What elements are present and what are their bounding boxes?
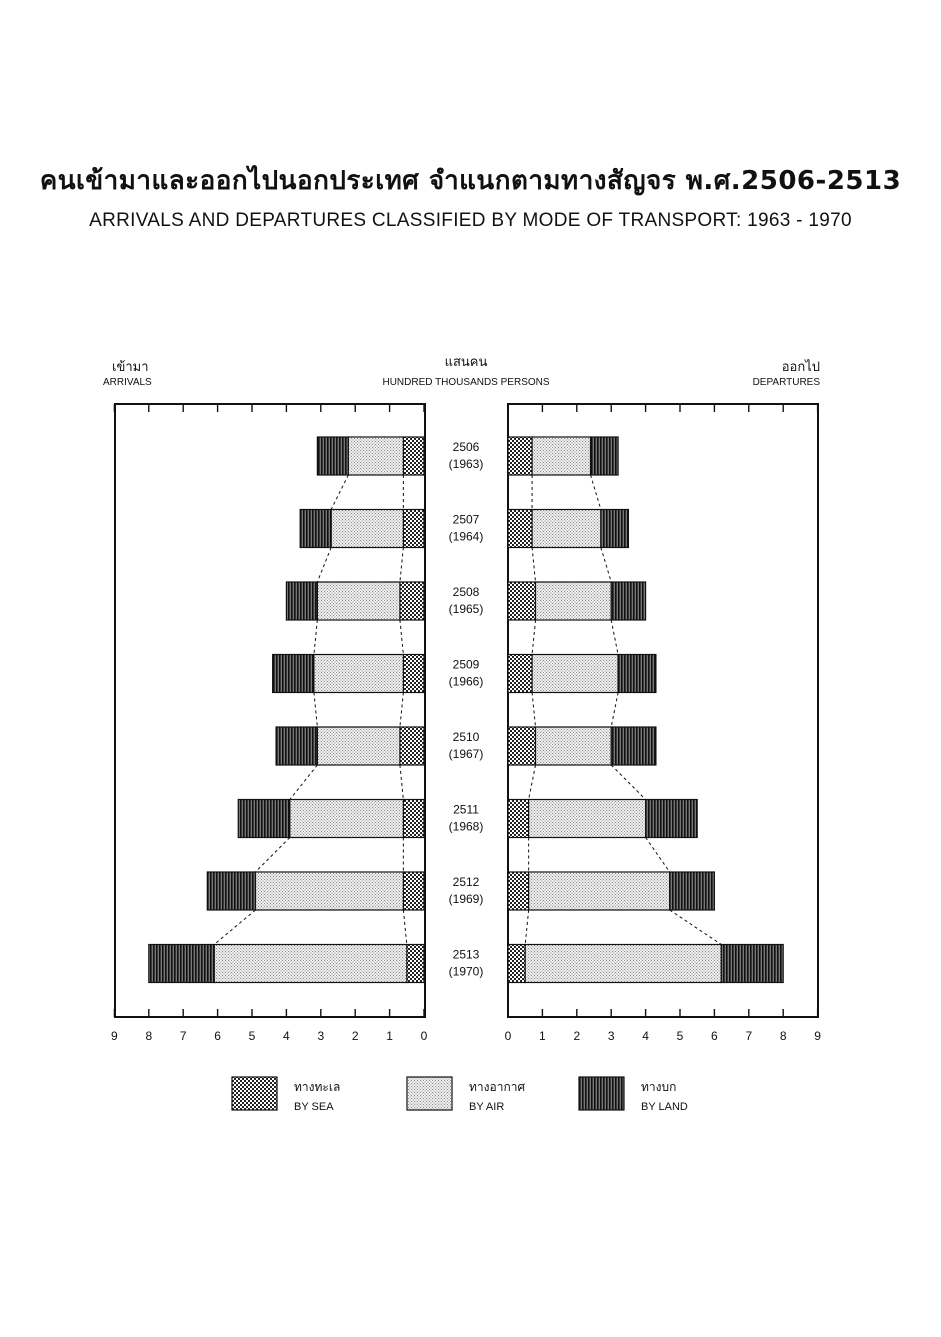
arrivals-bar-land (149, 945, 214, 983)
arrivals-bar-air (214, 945, 407, 983)
departures-bar-land (646, 800, 698, 838)
chart-title-english: ARRIVALS AND DEPARTURES CLASSIFIED BY MODE OF TRANSPORT: 1963 - 1970 (89, 210, 852, 231)
year-label-be: 2509 (452, 657, 480, 672)
departures-guide-line (525, 910, 528, 945)
departures-bar-air (525, 945, 721, 983)
year-label-ce: (1965) (448, 602, 484, 616)
departures-tick-label: 5 (676, 1029, 684, 1043)
departures-tick-label: 0 (504, 1029, 512, 1043)
legend-label-sea: BY SEA (294, 1101, 334, 1113)
arrivals-guide-line (400, 765, 403, 800)
arrivals-guide-line (314, 620, 317, 655)
arrivals-bar-land (286, 582, 317, 620)
departures-guide-line (532, 620, 535, 655)
unit-label-thai: แสนคน (444, 355, 488, 370)
departures-tick-label: 9 (814, 1029, 821, 1043)
tick-marks (114, 404, 817, 1017)
arrivals-bar-air (348, 437, 403, 475)
departures-tick-label: 8 (779, 1029, 787, 1043)
departures-guide-line (532, 693, 535, 728)
departures-guide-line (601, 548, 611, 583)
legend-label-land: BY LAND (641, 1101, 688, 1113)
arrivals-bar-sea (400, 582, 424, 620)
departures-bar-sea (508, 437, 532, 475)
chart-title-thai: คนเข้ามาและออกไปนอกประเทศ จำแนกตามทางสัญจร พ.ศ.2506-2513 (39, 166, 902, 196)
legend-label-air: BY AIR (469, 1101, 505, 1113)
arrivals-tick-label: 5 (248, 1029, 256, 1043)
departures-label-thai: ออกไป (781, 360, 820, 375)
departures-bar-sea (508, 945, 525, 983)
departures-bar-air (529, 800, 646, 838)
departures-bar-sea (508, 655, 532, 693)
arrivals-tick-label: 9 (111, 1029, 118, 1043)
arrivals-bar-sea (403, 655, 424, 693)
departures-bar-air (532, 655, 618, 693)
arrivals-bar-land (207, 872, 255, 910)
arrivals-tick-label: 0 (420, 1029, 428, 1043)
year-labels (449, 440, 484, 979)
arrivals-bar-sea (403, 872, 424, 910)
year-label-ce: (1968) (448, 819, 484, 834)
legend-swatch-sea (232, 1077, 277, 1110)
arrivals-bar-air (314, 655, 403, 693)
legend-swatch-air (407, 1077, 452, 1110)
year-label-ce: (1967) (448, 747, 484, 761)
departures-guide-line (591, 475, 601, 510)
arrivals-bar-sea (403, 437, 424, 475)
year-label-be: 2508 (452, 585, 480, 599)
departures-bar-land (591, 437, 619, 475)
departures-bar-sea (508, 872, 529, 910)
arrivals-bar-land (317, 437, 348, 475)
departures-tick-label: 3 (607, 1029, 615, 1043)
departures-bar-land (611, 582, 645, 620)
departures-guide-line (611, 693, 618, 728)
arrivals-guide-line (403, 910, 406, 945)
arrivals-tick-label: 8 (145, 1029, 153, 1043)
departures-panel-frame (508, 404, 818, 1017)
legend (232, 1077, 688, 1113)
arrivals-guide-line (331, 475, 348, 510)
year-label-ce: (1969) (448, 892, 484, 906)
arrivals-tick-label: 3 (317, 1029, 325, 1043)
departures-bar-sea (508, 800, 529, 838)
arrivals-bar-air (255, 872, 403, 910)
departures-bar-air (529, 872, 670, 910)
arrivals-bar-air (331, 510, 403, 548)
unit-label: HUNDRED THOUSANDS PERSONS (382, 377, 550, 388)
arrivals-guide-line (400, 693, 403, 728)
departures-guide-line (532, 548, 535, 583)
arrivals-bar-land (273, 655, 314, 693)
arrivals-bar-land (300, 510, 331, 548)
departures-label: DEPARTURES (752, 377, 820, 388)
arrivals-guide-line (317, 548, 331, 583)
departures-bar-land (670, 872, 715, 910)
departures-tick-label: 7 (745, 1029, 753, 1043)
departures-guide-line (529, 765, 536, 800)
year-label-be: 2510 (452, 730, 480, 744)
arrivals-guide-line (290, 765, 318, 800)
arrivals-guide-line (314, 693, 317, 728)
arrivals-tick-label: 6 (214, 1029, 221, 1043)
year-label-ce: (1963) (448, 457, 484, 471)
year-label-be: 2511 (453, 802, 479, 817)
year-label-be: 2507 (452, 512, 480, 527)
arrivals-bar-sea (407, 945, 424, 983)
year-label-be: 2506 (452, 440, 480, 454)
legend-label-thai-sea: ทางทะเล (294, 1080, 341, 1094)
departures-tick-label: 6 (711, 1029, 718, 1043)
legend-label-thai-land: ทางบก (641, 1080, 677, 1094)
departures-guide-line (611, 620, 618, 655)
arrivals-tick-label: 4 (283, 1029, 290, 1043)
arrivals-guide-line (400, 548, 403, 583)
arrivals-guide-line (400, 620, 403, 655)
arrivals-bar-sea (403, 510, 424, 548)
departures-tick-label: 2 (573, 1029, 581, 1043)
arrivals-bar-sea (403, 800, 424, 838)
arrivals-bar-sea (400, 727, 424, 765)
legend-swatch-land (579, 1077, 624, 1110)
departures-bar-sea (508, 727, 536, 765)
departures-bar-land (601, 510, 629, 548)
arrivals-panel-frame (115, 404, 425, 1017)
departures-tick-label: 4 (642, 1029, 649, 1043)
legend-label-thai-air: ทางอากาศ (469, 1080, 526, 1094)
departures-bar-sea (508, 510, 532, 548)
arrivals-bar-air (290, 800, 404, 838)
axis-tick-labels (111, 1029, 821, 1043)
departures-bar-land (618, 655, 656, 693)
arrivals-guide-line (214, 910, 255, 945)
arrivals-tick-label: 1 (386, 1029, 393, 1043)
departures-bar-air (532, 510, 601, 548)
departures-tick-label: 1 (539, 1029, 546, 1043)
arrivals-label: ARRIVALS (103, 377, 152, 388)
departures-bar-air (532, 437, 590, 475)
year-label-ce: (1970) (448, 964, 484, 979)
arrivals-tick-label: 7 (179, 1029, 187, 1043)
departures-bar-sea (508, 582, 536, 620)
arrivals-bar-air (317, 582, 400, 620)
year-label-be: 2513 (452, 947, 480, 962)
departures-guide-line (611, 765, 645, 800)
arrivals-label-thai: เข้ามา (112, 360, 149, 375)
arrivals-bar-land (276, 727, 317, 765)
departures-bar-air (536, 582, 612, 620)
departures-bar-land (611, 727, 656, 765)
arrivals-bar-land (238, 800, 290, 838)
year-label-ce: (1966) (448, 674, 484, 689)
year-label-ce: (1964) (448, 529, 484, 544)
departures-bar-land (721, 945, 783, 983)
arrivals-tick-label: 2 (351, 1029, 359, 1043)
departures-guide-line (646, 838, 670, 873)
departures-bar-air (536, 727, 612, 765)
arrivals-bar-air (317, 727, 400, 765)
departures-guide-line (670, 910, 722, 945)
year-label-be: 2512 (452, 875, 480, 889)
arrivals-guide-line (255, 838, 289, 873)
